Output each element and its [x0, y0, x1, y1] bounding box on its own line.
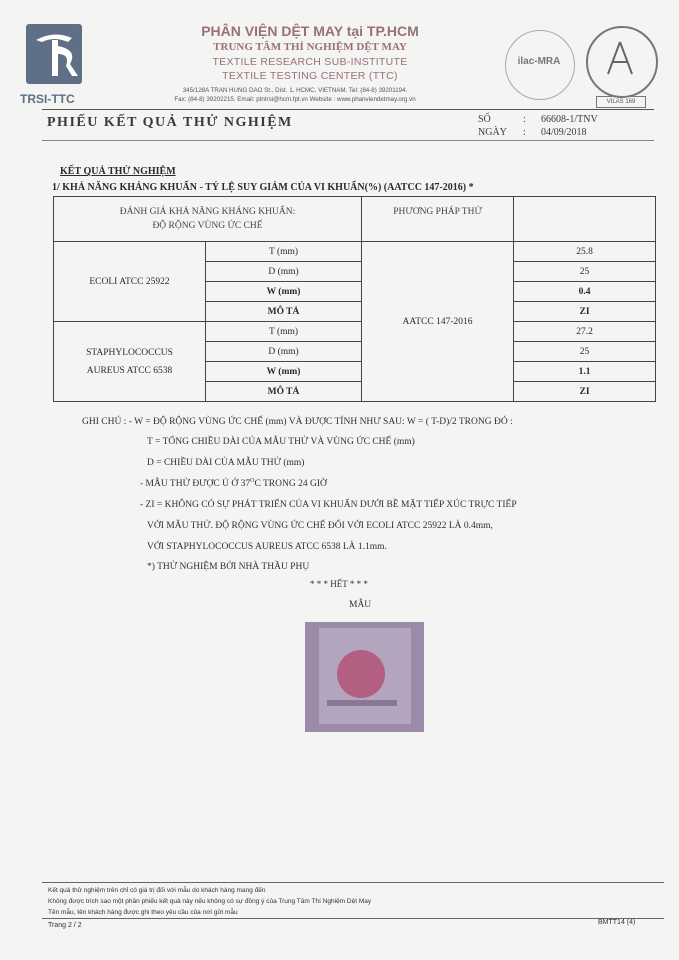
logo-mark [26, 24, 82, 84]
header-value-cell [514, 197, 656, 242]
param-cell: MÔ TẢ [206, 302, 362, 322]
value-cell: 25.8 [514, 242, 656, 262]
note-line-1: GHI CHÚ : - W = ĐỘ RỘNG VÙNG ỨC CHẾ (mm) VÀ ĐƯỢC TÍNH NHƯ SAU: W = ( T-D)/2 TRONG ĐÓ : [82, 417, 513, 427]
param-cell: W (mm) [206, 282, 362, 302]
section-subheading: 1/ KHẢ NĂNG KHÁNG KHUẨN - TỶ LỆ SUY GIẢM CỦA VI KHUẨN(%) (AATCC 147-2016) * [52, 182, 474, 193]
report-date-colon: : [523, 127, 526, 138]
page-number: Trang 2 / 2 [48, 922, 82, 929]
report-no-value: 66608-1/TNV [541, 114, 598, 125]
method-cell [362, 242, 514, 402]
header-address [110, 86, 480, 104]
footer-line-3: Tên mẫu, tên khách hàng được ghi theo yêu cầu của nơi gửi mẫu [48, 909, 238, 916]
center-en: TEXTILE TESTING CENTER (TTC) [222, 70, 398, 82]
report-date-label: NGÀY [478, 127, 507, 138]
report-no-label: SỐ [478, 114, 491, 125]
param-cell: T (mm) [206, 242, 362, 262]
table-row [54, 242, 656, 262]
note-line-3: D = CHIỀU DÀI CỦA MẪU THỬ (mm) [147, 458, 305, 468]
param-cell: D (mm) [206, 262, 362, 282]
header-method-cell [362, 197, 514, 242]
note-line-6: VỚI MẪU THỬ. ĐỘ RỘNG VÙNG ỨC CHẾ ĐỐI VỚI ECOLI ATCC 25922 LÀ 0.4mm, [147, 521, 493, 531]
param-cell: D (mm) [206, 342, 362, 362]
note-line-4-post: C TRONG 24 GIỜ [254, 479, 327, 490]
value-cell: 27.2 [514, 322, 656, 342]
report-title: PHIẾU KẾT QUẢ THỬ NGHIỆM [47, 115, 293, 130]
footer-divider-2 [42, 918, 664, 919]
end-marker: * * * HẾT * * * [310, 579, 368, 589]
institute-vi: PHÂN VIỆN DỆT MAY tại TP.HCM [201, 23, 419, 39]
note-line-4 [140, 478, 327, 489]
value-cell: ZI [514, 302, 656, 322]
contact-line: Fax: (84-8) 39202215. Email: ptntrsi@hcm.fpt.vn Website : www.phanviendetmay.org.vn [174, 96, 416, 103]
note-line-4-sup: O [250, 478, 255, 484]
organism-name: STAPHYLOCOCCUS [86, 347, 173, 358]
note-line-8: *) THỬ NGHIỆM BỞI NHÀ THẦU PHỤ [147, 562, 310, 572]
value-cell: 25 [514, 262, 656, 282]
footer-divider [42, 882, 664, 883]
center-vi: TRUNG TÂM THÍ NGHIỆM DỆT MAY [213, 41, 407, 53]
results-table [53, 196, 656, 402]
sample-label: MẪU [349, 600, 372, 610]
organism-name-line2: AUREUS ATCC 6538 [86, 365, 173, 376]
note-line-7: VỚI STAPHYLOCOCCUS AUREUS ATCC 6538 LÀ 1.1mm. [147, 542, 387, 552]
institute-en: TEXTILE RESEARCH SUB-INSTITUTE [212, 56, 408, 68]
param-cell: T (mm) [206, 322, 362, 342]
organism-cell [54, 322, 206, 402]
report-no-colon: : [523, 114, 526, 125]
param-cell: MÔ TẢ [206, 382, 362, 402]
note-line-4-pre: - MẪU THỬ ĐƯỢC Ủ Ở 37 [140, 479, 251, 490]
organism-name: ECOLI ATCC 25922 [89, 276, 170, 287]
section-heading: KẾT QUẢ THỬ NGHIỆM [60, 166, 176, 177]
note-line-5: - ZI = KHÔNG CÓ SỰ PHÁT TRIỂN CỦA VI KHUẨN DƯỚI BỀ MẶT TIẾP XÚC TRỰC TIẾP [140, 500, 517, 510]
header-institute-block [140, 22, 480, 83]
table-row [54, 322, 656, 342]
header-method-label: PHƯƠNG PHÁP THỬ [393, 207, 482, 217]
footer-line-1: Kết quả thử nghiệm trên chỉ có giá trị đối với mẫu do khách hàng mang đến [48, 887, 266, 894]
value-cell: 1.1 [514, 362, 656, 382]
footer-line-2: Không được trích sao một phần phiếu kết quả này nếu không có sự đồng ý của Trung Tâm Thí Nghiệm Dệt May [48, 898, 372, 905]
title-divider [42, 140, 654, 141]
address-line: 345/128A TRAN HUNG DAO St., Dist. 1, HCMC, VIETNAM. Tel: (84-8) 39201194. [182, 87, 408, 94]
table-header-row [54, 197, 656, 242]
vilas-badge: VILAS 169 [596, 96, 646, 108]
report-date-value: 04/09/2018 [541, 127, 587, 138]
organism-cell [54, 242, 206, 322]
header-eval-cell [54, 197, 362, 242]
note-line-2: T = TỔNG CHIỀU DÀI CỦA MẪU THỬ VÀ VÙNG ỨC CHẾ (mm) [147, 437, 415, 447]
sample-photo [305, 622, 424, 732]
method-value: AATCC 147-2016 [402, 316, 473, 327]
value-cell: ZI [514, 382, 656, 402]
form-code: BMTT14 (4) [598, 919, 636, 926]
header-divider [42, 109, 654, 110]
ilac-text: ilac-MRA [517, 56, 561, 67]
accreditation-seal-icon [586, 26, 658, 98]
value-cell: 0.4 [514, 282, 656, 302]
value-cell: 25 [514, 342, 656, 362]
header-eval-line1: ĐÁNH GIÁ KHẢ NĂNG KHÁNG KHUẨN: [119, 207, 296, 217]
param-cell: W (mm) [206, 362, 362, 382]
header-eval-line2: ĐỘ RỘNG VÙNG ỨC CHẾ [152, 221, 263, 231]
logo-text: TRSI-TTC [20, 92, 75, 106]
